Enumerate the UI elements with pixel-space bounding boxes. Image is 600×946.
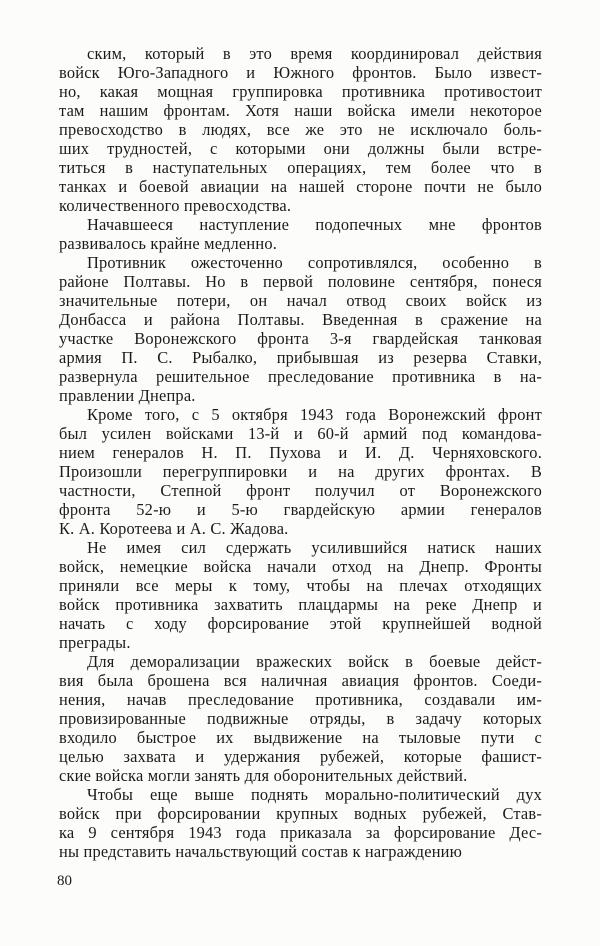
text-line: ших трудностей, с которыми они должны были встре- — [59, 139, 542, 158]
text-line: танках и боевой авиации на нашей стороне почти не было — [59, 177, 542, 196]
text-line: Начавшееся наступление подопечных мне фронтов — [87, 215, 542, 234]
text-line: был усилен войсками 13-й и 60-й армий под командова- — [59, 424, 542, 443]
text-line: районе Полтавы. Но в первой половине сентября, понеся — [59, 272, 542, 291]
text-line: частности, Степной фронт получил от Воронежского — [59, 481, 542, 500]
paragraph — [59, 405, 542, 538]
text-line: но, какая мощная группировка противника противостоит — [59, 82, 542, 101]
text-line: Для деморализации вражеских войск в боевые дейст- — [87, 652, 542, 671]
text-line: ка 9 сентября 1943 года приказала за форсирование Дес- — [59, 823, 542, 842]
text-line: К. А. Коротеева и А. С. Жадова. — [59, 519, 289, 538]
text-line: нием генералов Н. П. Пухова и И. Д. Черняховского. — [59, 443, 542, 462]
paragraph — [59, 538, 542, 652]
text-line: фронта 52-ю и 5-ю гвардейскую армии генералов — [59, 500, 542, 519]
text-line: Чтобы еще выше поднять морально-политический дух — [87, 785, 542, 804]
text-line: нения, начав преследование противника, создавали им- — [59, 690, 542, 709]
text-line: провизированные подвижные отряды, в задачу которых — [59, 709, 542, 728]
text-line: участке Воронежского фронта 3-я гвардейская танковая — [59, 329, 542, 348]
text-line: значительные потери, он начал отвод своих войск из — [59, 291, 542, 310]
page-text — [59, 44, 542, 861]
text-line: приняли все меры к тому, чтобы на плечах отходящих — [59, 576, 542, 595]
paragraph — [59, 253, 542, 405]
paragraph — [59, 44, 542, 215]
text-line: преграды. — [59, 633, 131, 652]
text-line: развивалось крайне медленно. — [59, 234, 278, 253]
text-line: Донбасса и района Полтавы. Введенная в сражение на — [59, 310, 542, 329]
text-line: там нашим фронтам. Хотя наши войска имели некоторое — [59, 101, 542, 120]
text-line: титься в наступательных операциях, тем более что в — [59, 158, 542, 177]
paragraph — [59, 652, 542, 785]
text-line: ские войска могли занять для оборонительных действий. — [59, 766, 468, 785]
text-line: целью захвата и удержания рубежей, которые фашист- — [59, 747, 542, 766]
text-line: развернула решительное преследование противника в на- — [59, 367, 542, 386]
text-line: входило быстрое их выдвижение на тыловые пути с — [59, 728, 542, 747]
text-line: ны представить начальствующий состав к награждению — [59, 842, 463, 861]
text-line: превосходство в людях, все же это не исключало боль- — [59, 120, 542, 139]
text-line: количественного превосходства. — [59, 196, 292, 215]
paragraph — [59, 215, 542, 253]
text-line: правлении Днепра. — [59, 386, 196, 405]
page-number: 80 — [57, 873, 72, 889]
text-line: вия была брошена вся наличная авиация фронтов. Соеди- — [59, 671, 542, 690]
text-line: начать с ходу форсирование этой крупнейшей водной — [59, 614, 542, 633]
text-line: Произошли перегруппировки и на других фронтах. В — [59, 462, 542, 481]
text-line: Противник ожесточенно сопротивлялся, особенно в — [87, 253, 542, 272]
text-line: войск противника захватить плацдармы на реке Днепр и — [59, 595, 542, 614]
text-line: Кроме того, с 5 октября 1943 года Воронежский фронт — [87, 405, 542, 424]
text-line: Не имея сил сдержать усилившийся натиск наших — [87, 538, 542, 557]
text-line: войск Юго-Западного и Южного фронтов. Было извест- — [59, 63, 542, 82]
text-line: армия П. С. Рыбалко, прибывшая из резерва Ставки, — [59, 348, 542, 367]
text-line: войск, немецкие войска начали отход на Днепр. Фронты — [59, 557, 542, 576]
text-line: ским, который в это время координировал действия — [87, 44, 542, 63]
paragraph — [59, 785, 542, 861]
text-line: войск при форсировании крупных водных рубежей, Став- — [59, 804, 542, 823]
